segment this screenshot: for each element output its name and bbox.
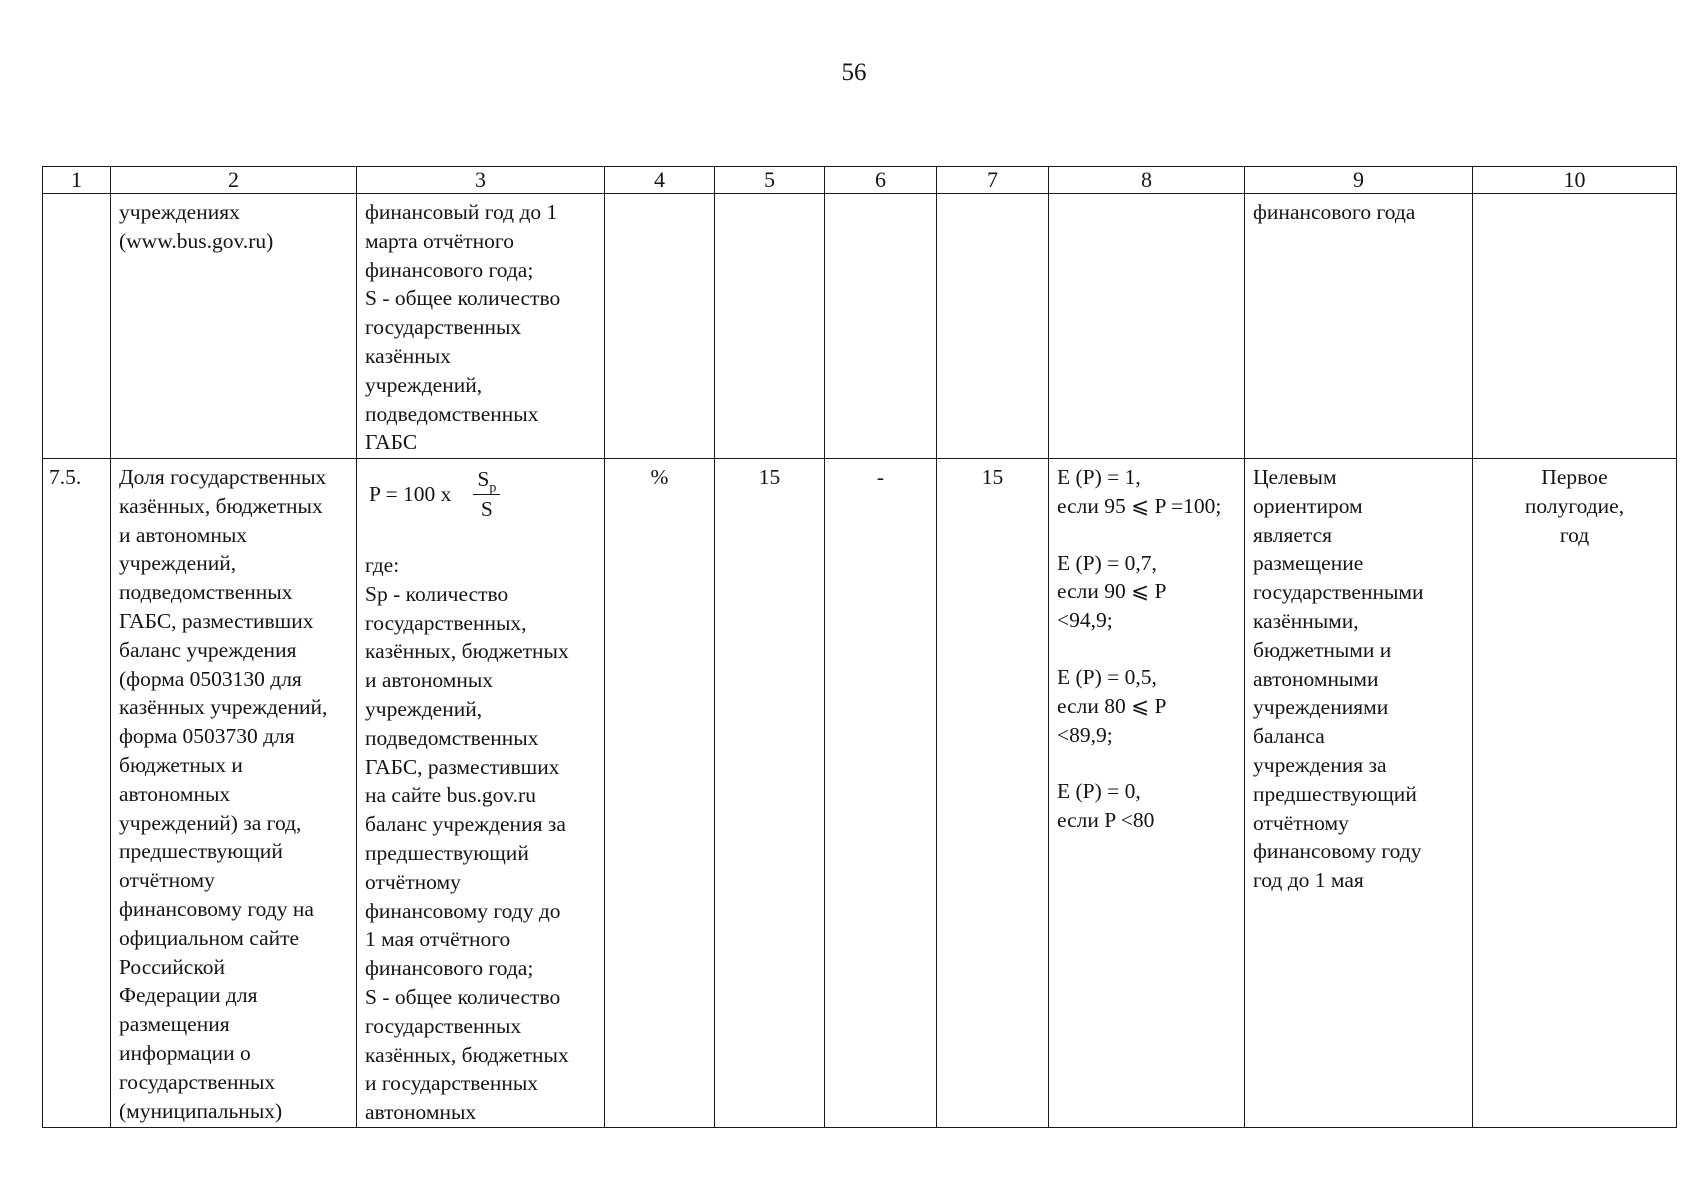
column-number: 1 xyxy=(43,167,111,194)
text-line: где: xyxy=(365,553,400,577)
criteria-line: <89,9; xyxy=(1057,722,1113,747)
text-line: Доля государственных xyxy=(119,465,327,489)
text-line: автономных xyxy=(365,1100,477,1125)
formula-numerator xyxy=(473,465,500,494)
text-line: отчётному xyxy=(1253,810,1349,835)
text-line: и автономных xyxy=(365,668,494,693)
column-number: 10 xyxy=(1473,167,1677,194)
column-number: 3 xyxy=(357,167,605,194)
numerator-subscript: p xyxy=(489,480,497,496)
criteria-line: E (P) = 0,7, xyxy=(1057,550,1157,575)
column-number: 7 xyxy=(937,167,1049,194)
text-line: автономными xyxy=(1253,666,1379,691)
text-line: казённых xyxy=(365,343,451,368)
text-line: Целевым xyxy=(1253,465,1337,489)
cont-col10-cell xyxy=(1473,194,1677,459)
col6-value: - xyxy=(825,459,937,1128)
text-line: (www.bus.gov.ru) xyxy=(119,228,274,253)
criteria-line: если 80 ⩽ P xyxy=(1057,693,1167,718)
formula-cell xyxy=(357,459,605,1128)
text-line: государственных xyxy=(365,1013,522,1038)
text-line: учреждений, xyxy=(119,551,237,576)
text-line: баланса xyxy=(1253,724,1325,749)
column-number: 8 xyxy=(1049,167,1245,194)
text-line: финансового года; xyxy=(365,956,534,981)
text-line: Sp - количество xyxy=(365,581,509,606)
text-line: казённых, бюджетных xyxy=(365,1042,569,1067)
criteria-line: E (P) = 1, xyxy=(1057,465,1141,489)
text-line: баланс учреждения xyxy=(119,637,297,662)
text-line: год xyxy=(1559,522,1590,547)
spacer xyxy=(1057,521,1236,549)
indicator-table xyxy=(42,166,1677,1128)
cont-col7-cell xyxy=(937,194,1049,459)
text-line: размещение xyxy=(1253,551,1364,576)
text-line: ориентиром xyxy=(1253,493,1363,518)
evaluation-criteria-cell xyxy=(1049,459,1245,1128)
text-line: Первое xyxy=(1541,465,1608,489)
text-line: учреждений, xyxy=(365,372,483,397)
column-number-row xyxy=(43,167,1677,194)
text-line: S - общее количество xyxy=(365,984,561,1009)
spacer xyxy=(1057,635,1236,663)
target-description-cell xyxy=(1245,459,1473,1128)
text-line: ГАБС, разместивших xyxy=(365,754,560,779)
text-line: казёнными, xyxy=(1253,608,1359,633)
cont-col5-cell xyxy=(715,194,825,459)
text-line: автономных xyxy=(119,781,231,806)
text-line: подведомственных xyxy=(119,580,293,605)
formula-fraction xyxy=(473,465,500,522)
text-line: подведомственных xyxy=(365,725,539,750)
text-line: S - общее количество xyxy=(365,286,561,311)
text-line: предшествующий xyxy=(365,840,529,865)
text-line: 1 мая отчётного xyxy=(365,927,511,952)
text-line: государственных, xyxy=(365,610,527,635)
text-line: марта отчётного xyxy=(365,228,514,253)
text-line: Федерации для xyxy=(119,983,258,1008)
text-line: государственными xyxy=(1253,580,1424,605)
text-line: отчётному xyxy=(119,868,215,893)
col7-value: 15 xyxy=(937,459,1049,1128)
text-line: и государственных xyxy=(365,1071,539,1096)
text-line: финансовому году до xyxy=(365,898,561,923)
column-number: 2 xyxy=(111,167,357,194)
unit-cell: % xyxy=(605,459,715,1128)
column-number: 4 xyxy=(605,167,715,194)
text-line: финансового года; xyxy=(365,257,534,282)
formula-denominator: S xyxy=(480,496,493,521)
text-line: на сайте bus.gov.ru xyxy=(365,783,536,808)
column-number: 9 xyxy=(1245,167,1473,194)
text-line: государственных xyxy=(119,1069,276,1094)
text-line: год до 1 мая xyxy=(1253,868,1364,893)
page-number: 56 xyxy=(841,59,867,86)
continuation-row xyxy=(43,194,1677,459)
text-line: ГАБС xyxy=(365,430,418,455)
criteria-line: E (P) = 0, xyxy=(1057,779,1141,804)
cont-col4-cell xyxy=(605,194,715,459)
text-line: (форма 0503130 для xyxy=(119,666,302,691)
text-line: учреждений) за год, xyxy=(119,810,302,835)
text-line: полугодие, xyxy=(1524,493,1625,518)
text-line: учреждения за xyxy=(1253,752,1387,777)
cont-col6-cell xyxy=(825,194,937,459)
cont-col1-cell xyxy=(43,194,111,459)
text-line: казённых, бюджетных xyxy=(365,639,569,664)
cont-col9-cell xyxy=(1245,194,1473,459)
formula-lhs: P = 100 x xyxy=(369,481,452,506)
text-line: бюджетными и xyxy=(1253,637,1392,662)
text-line: подведомственных xyxy=(365,401,539,426)
criteria-line: если P <80 xyxy=(1057,808,1155,833)
text-line: государственных xyxy=(365,315,522,340)
text-line: информации о xyxy=(119,1040,251,1065)
text-line: ГАБС, разместивших xyxy=(119,608,314,633)
text-line: финансового года xyxy=(1253,200,1416,224)
text-line: казённых учреждений, xyxy=(119,695,328,720)
text-line: финансовый год до 1 xyxy=(365,200,558,224)
text-line: финансовому году xyxy=(1253,839,1422,864)
formula xyxy=(369,463,596,525)
criteria-line: E (P) = 0,5, xyxy=(1057,664,1157,689)
col5-value: 15 xyxy=(715,459,825,1128)
text-line: является xyxy=(1253,522,1333,547)
text-line: (муниципальных) xyxy=(119,1098,283,1123)
text-line: и автономных xyxy=(119,522,248,547)
text-line: размещения xyxy=(119,1012,230,1037)
indicator-row-7-5 xyxy=(43,459,1677,1128)
text-line: Российской xyxy=(119,954,225,979)
period-cell xyxy=(1473,459,1677,1128)
text-line: форма 0503730 для xyxy=(119,724,295,749)
text-line: учреждениями xyxy=(1253,695,1389,720)
text-line: предшествующий xyxy=(119,839,283,864)
text-line: учреждений, xyxy=(365,696,483,721)
text-line: финансовому году на xyxy=(119,896,314,921)
text-line: предшествующий xyxy=(1253,781,1417,806)
text-line: баланс учреждения за xyxy=(365,812,566,837)
indicator-name-cell xyxy=(111,459,357,1128)
column-number: 6 xyxy=(825,167,937,194)
numerator-symbol: S xyxy=(477,467,490,492)
criteria-line: <94,9; xyxy=(1057,608,1113,633)
cont-col8-cell xyxy=(1049,194,1245,459)
column-number: 5 xyxy=(715,167,825,194)
text-line: официальном сайте xyxy=(119,925,300,950)
cont-col3-cell xyxy=(357,194,605,459)
text-line: казённых, бюджетных xyxy=(119,493,323,518)
text-line: учреждениях xyxy=(119,200,240,224)
text-line: отчётному xyxy=(365,869,461,894)
criteria-line: если 90 ⩽ P xyxy=(1057,579,1167,604)
cont-col2-cell xyxy=(111,194,357,459)
spacer xyxy=(1057,749,1236,777)
text-line: бюджетных и xyxy=(119,752,243,777)
row-number: 7.5. xyxy=(43,459,111,1128)
criteria-line: если 95 ⩽ P =100; xyxy=(1057,493,1222,518)
